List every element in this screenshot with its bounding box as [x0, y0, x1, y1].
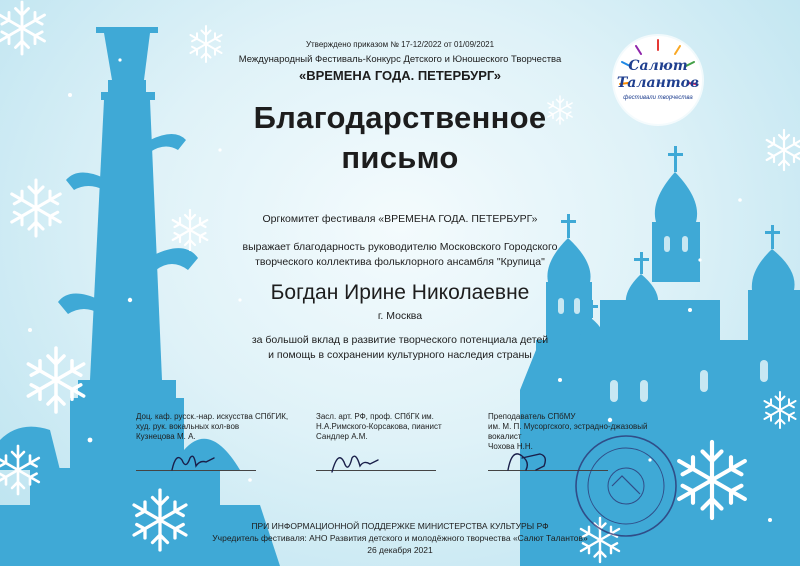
signatory-2-line: Сандлер А.М. [316, 432, 368, 441]
signatory-1-line: Кузнецова М. А. [136, 432, 196, 441]
organizing-committee: Оргкомитет фестиваля «ВРЕМЕНА ГОДА. ПЕТЕРБУРГ» [262, 213, 538, 225]
order-reference: Утверждено приказом № 17-12/2022 от 01/09/2021 [305, 40, 495, 49]
logo-text-line1: Салют [628, 58, 688, 74]
signatory-3-line: им. М. П. Мусоргского, эстрадно-джазовый [488, 422, 648, 431]
recipient-city: г. Москва [377, 310, 423, 322]
festival-description: Международный Фестиваль-Конкурс Детского и Юношеского Творчества [238, 54, 562, 65]
footer-support: ПРИ ИНФОРМАЦИОННОЙ ПОДДЕРЖКЕ МИНИСТЕРСТВА КУЛЬТУРЫ РФ [251, 521, 549, 531]
recipient-name: Богдан Ирине Николаевне [270, 281, 530, 304]
festival-name: «ВРЕМЕНА ГОДА. ПЕТЕРБУРГ» [298, 68, 502, 83]
logo-text-line2: Талантов [616, 75, 700, 91]
certificate-title-line1: Благодарственное [253, 100, 547, 135]
signatory-3-line: Преподаватель СПбМУ [488, 412, 576, 421]
signatory-1-line: худ. рук. вокальных кол-вов [136, 422, 240, 431]
reason-line2: и помощь в сохранении культурного наследия страны [268, 349, 532, 361]
signatory-3-line: Чохова Н.Н. [488, 442, 533, 451]
certificate-title-line2: письмо [341, 140, 459, 175]
signatory-2-line: Н.А.Римского-Корсакова, пианист [316, 422, 442, 431]
reason-line1: за большой вклад в развитие творческого потенциала детей [251, 334, 549, 346]
gratitude-line1: выражает благодарность руководителю Московского Городского [242, 241, 558, 253]
signatory-2-line: Засл. арт. РФ, проф. СПбГК им. [316, 412, 434, 421]
signatory-1-line: Доц. каф. русск.-нар. искусства СПбГИК, [136, 412, 289, 421]
footer-date: 26 декабря 2021 [367, 545, 433, 555]
signatory-3-line: вокалист [488, 432, 522, 441]
logo-text-line3: фестивали творчества [623, 95, 693, 101]
gratitude-line2: творческого коллектива фольклорного ансамбля "Крупица" [255, 256, 545, 268]
footer-founder: Учредитель фестиваля: АНО Развития детского и молодёжного творчества «Салют Талантов» [212, 533, 588, 543]
